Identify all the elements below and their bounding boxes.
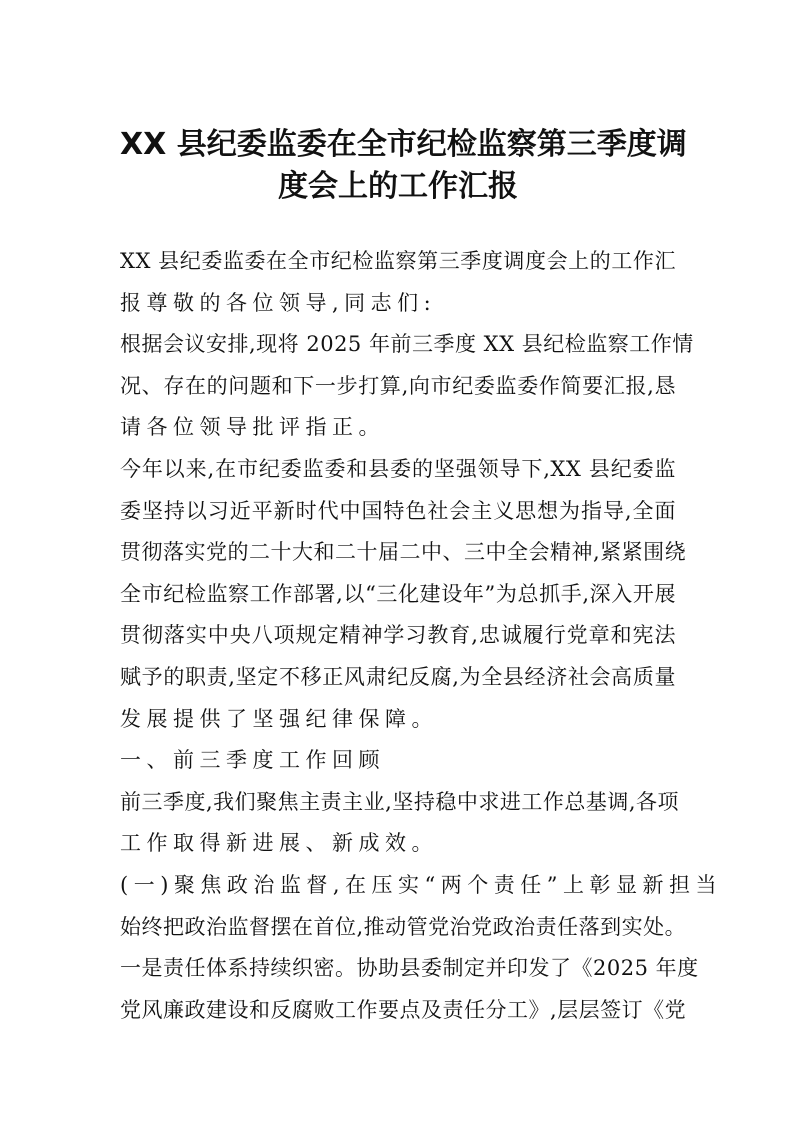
body-text-line: 党风廉政建设和反腐败工作要点及责任分工》,层层签订《党 [120,997,687,1022]
title-line: 度会上的工作汇报 [278,169,518,204]
document-body [120,241,723,1031]
body-text-line: 贯彻落实中央八项规定精神学习教育,忠诚履行党章和宪法 [120,623,676,648]
body-text-line: XX 县纪委监委在全市纪检监察第三季度调度会上的工作汇 [120,249,676,273]
body-text-line: (一)聚焦政治监督,在压实“两个责任”上彰显新担当 [120,872,723,897]
body-text-line: 报尊敬的各位领导,同志们: [120,290,437,315]
body-text-line: 一是责任体系持续织密。协助县委制定并印发了《2025 年度 [120,956,699,981]
title-line: XX 县纪委监委在全市纪检监察第三季度调 [120,127,687,162]
body-text-line: 委坚持以习近平新时代中国特色社会主义思想为指导,全面 [120,498,676,523]
body-text-line: 工作取得新进展、新成效。 [120,831,438,856]
body-text-line: 贯彻落实党的二十大和二十届二中、三中全会精神,紧紧围绕 [120,540,687,565]
body-text-line: 请各位领导批评指正。 [120,415,385,440]
body-text-line: 始终把政治监督摆在首位,推动管党治党政治责任落到实处。 [120,914,687,939]
body-text-line: 发展提供了坚强纪律保障。 [120,706,438,731]
body-text-line: 今年以来,在市纪委监委和县委的坚强领导下,XX 县纪委监 [120,456,676,481]
body-text-line: 一、前三季度工作回顾 [120,748,385,773]
body-text-line: 赋予的职责,坚定不移正风肃纪反腐,为全县经济社会高质量 [120,664,676,689]
body-text-line: 全市纪检监察工作部署,以“三化建设年”为总抓手,深入开展 [120,581,676,606]
body-text-line: 况、存在的问题和下一步打算,向市纪委监委作简要汇报,恳 [120,373,676,398]
body-text-line: 根据会议安排,现将 2025 年前三季度 XX 县纪检监察工作情 [120,332,694,357]
document-title [120,124,687,208]
body-text-line: 前三季度,我们聚焦主责主业,坚持稳中求进工作总基调,各项 [120,789,680,814]
